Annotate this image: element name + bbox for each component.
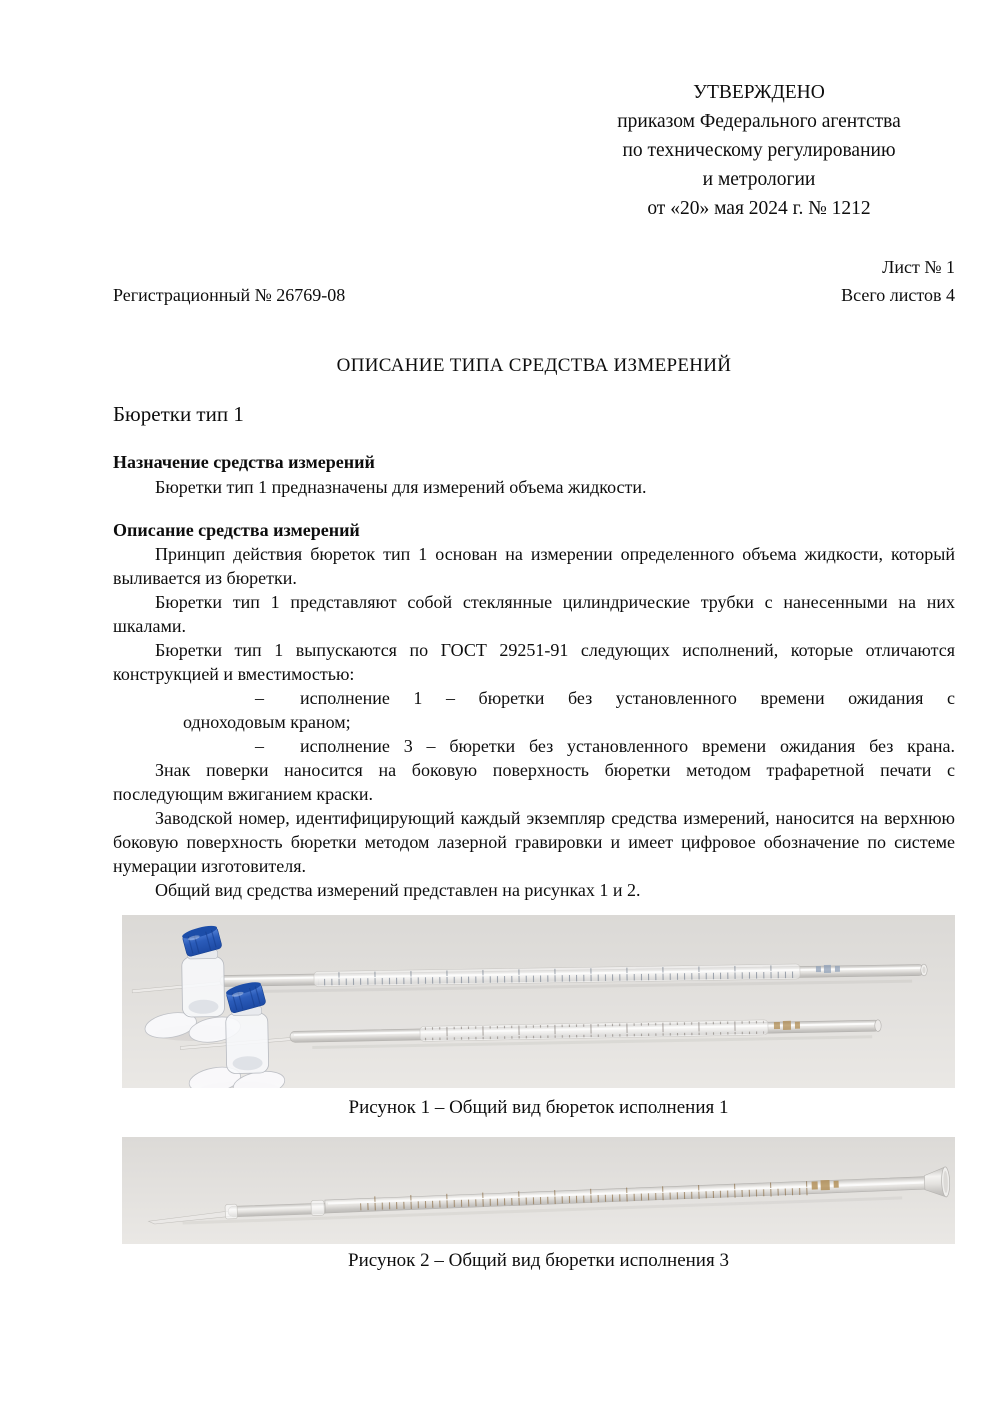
registration-number: Регистрационный № 26769-08: [113, 285, 346, 305]
total-sheets: Всего листов 4: [841, 285, 955, 305]
list-item-execution-3: [255, 734, 955, 758]
list-marker: –: [255, 736, 264, 756]
figure-2-photo: [122, 1137, 955, 1244]
approval-line: и метрологии: [702, 169, 816, 190]
section-heading-description: Описание средства измерений: [113, 520, 360, 540]
burette-execution3-photo: [122, 1137, 955, 1244]
approval-block: [560, 78, 958, 223]
approval-line: по техническому регулированию: [622, 140, 896, 161]
figure-1-photo: [122, 915, 955, 1088]
figure-1-caption: Рисунок 1 – Общий вид бюреток исполнения 1: [348, 1097, 729, 1118]
approval-line: УТВЕРЖДЕНО: [693, 82, 825, 103]
description-paragraph-4: Знак поверки наносится на боковую поверхность бюретки методом трафаретной печати с последующим вжиганием краски.: [113, 760, 955, 804]
tube-label-marks: [774, 1021, 800, 1030]
list-marker: –: [255, 688, 264, 708]
description-paragraph-2: Бюретки тип 1 представляют собой стеклянные цилиндрические трубки с нанесенными на них шкалами.: [113, 592, 955, 636]
page-title: ОПИСАНИЕ ТИПА СРЕДСТВА ИЗМЕРЕНИЙ: [336, 355, 732, 376]
approval-line: приказом Федерального агентства: [617, 111, 901, 132]
list-item-text: исполнение 3 – бюретки без установленного времени ожидания без крана.: [300, 736, 955, 756]
document-content: [0, 78, 1000, 1273]
section-heading-purpose: Назначение средства измерений: [113, 452, 375, 472]
description-paragraph-1: Принцип действия бюреток тип 1 основан на измерении определенного объема жидкости, который выливается из бюретки.: [113, 544, 955, 588]
list-item-text: исполнение 1 – бюретки без установленного времени ожидания с одноходовым краном;: [183, 688, 955, 732]
approval-line: от «20» мая 2024 г. № 1212: [647, 198, 871, 219]
purpose-paragraph: Бюретки тип 1 предназначены для измерений объема жидкости.: [155, 477, 647, 497]
burettes-execution1-photo: [122, 915, 955, 1088]
description-paragraph-6: Общий вид средства измерений представлен на рисунках 1 и 2.: [155, 880, 641, 900]
sheet-number: Лист № 1: [882, 257, 955, 277]
figure-2-caption: Рисунок 2 – Общий вид бюретки исполнения 3: [348, 1250, 729, 1271]
instrument-name: Бюретки тип 1: [113, 402, 244, 426]
description-paragraph-3: Бюретки тип 1 выпускаются по ГОСТ 29251-91 следующих исполнений, которые отличаются конструкцией и вместимостью:: [113, 640, 955, 684]
description-paragraph-5: Заводской номер, идентифицирующий каждый экземпляр средства измерений, наносится на верхнюю боковую поверхность бюретки методом лазерной гравировки и имеет цифровое обозначение по системе нумерации изготовителя.: [113, 808, 955, 876]
registration-line: [113, 283, 955, 307]
list-item-execution-1: [183, 686, 955, 734]
